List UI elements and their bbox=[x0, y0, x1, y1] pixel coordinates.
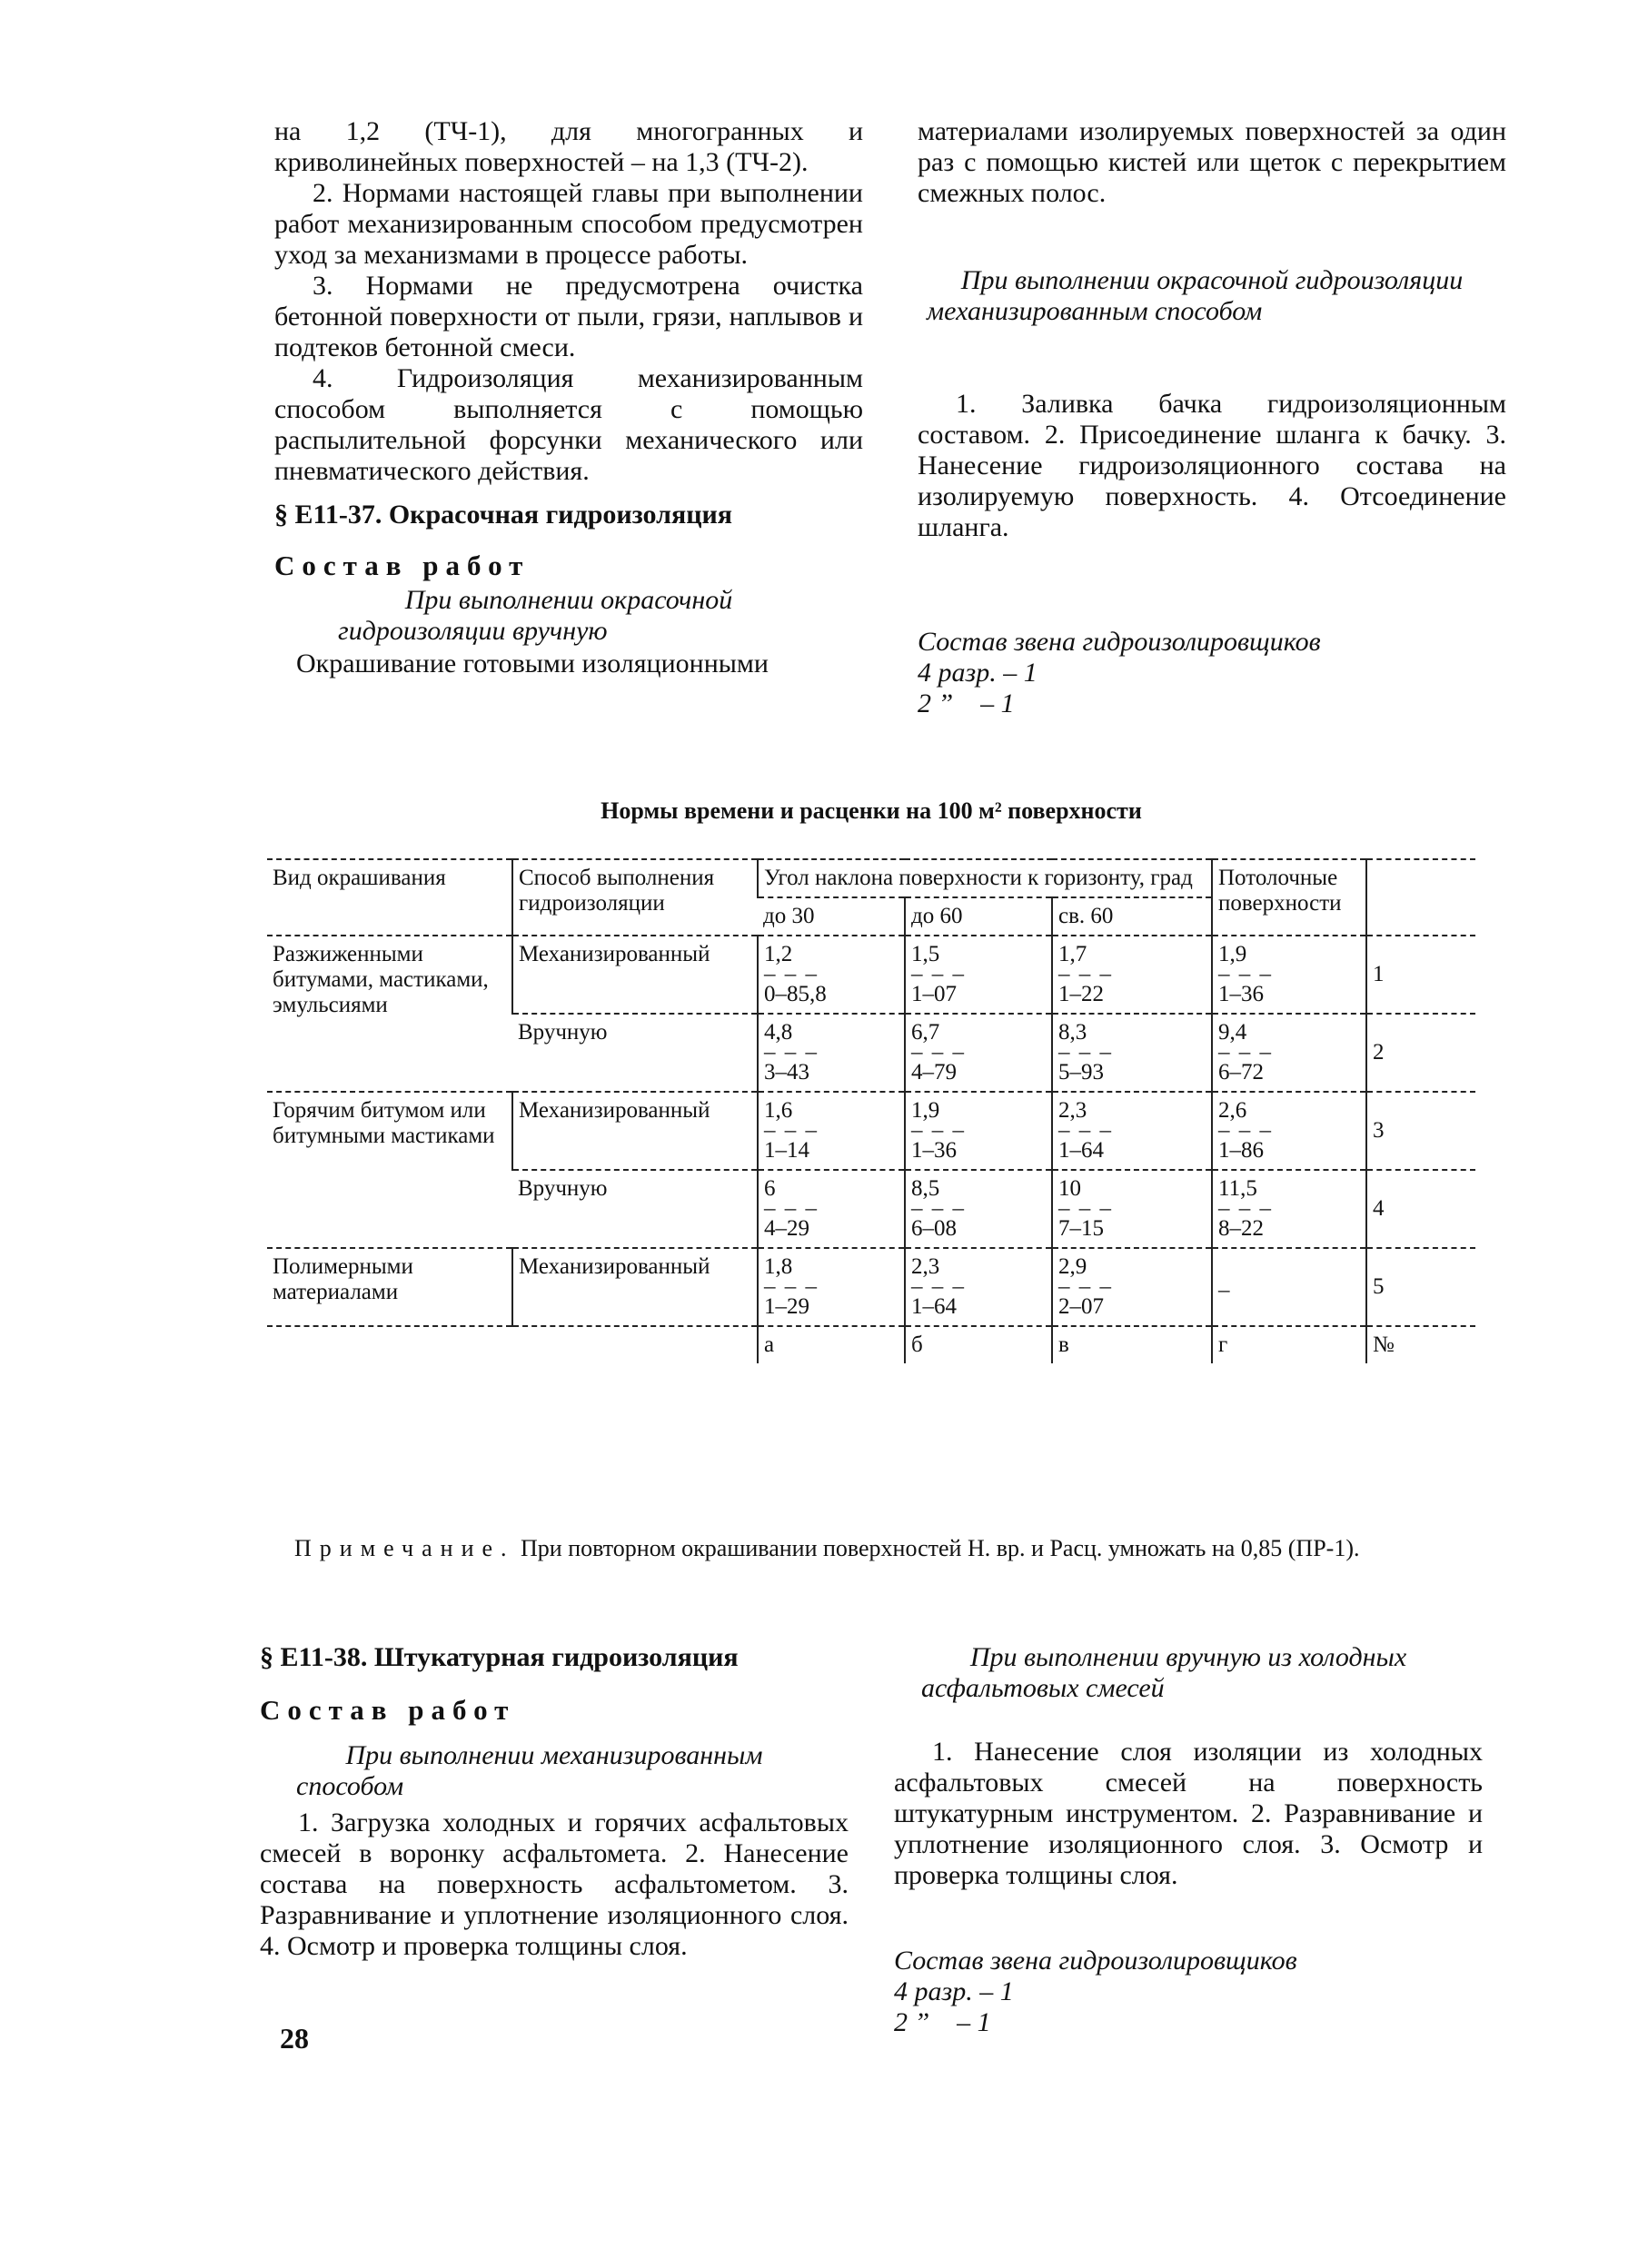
time-norm: 6,7 bbox=[911, 1020, 940, 1045]
finish-type-cell: Полимерными материалами bbox=[267, 1248, 512, 1326]
norm-cell bbox=[905, 1248, 1052, 1326]
time-norm: 8,5 bbox=[911, 1176, 940, 1201]
rate-value: 1–29 bbox=[764, 1294, 809, 1319]
subsection-heading: При выполнении механизированным способом bbox=[296, 1740, 763, 1801]
fraction-bar: – – – bbox=[911, 1274, 966, 1299]
right-column-bottom bbox=[894, 1642, 1483, 2038]
norm-cell bbox=[758, 1170, 905, 1248]
rate-value: 8–22 bbox=[1218, 1216, 1264, 1241]
rate-value: 1–14 bbox=[764, 1138, 809, 1163]
fraction bbox=[764, 1176, 819, 1242]
fraction-bar: – – – bbox=[1058, 1274, 1113, 1299]
subsection-heading: При выполнении вручную из холодных асфальтовых смесей bbox=[921, 1642, 1407, 1703]
norm-cell bbox=[905, 936, 1052, 1014]
norm-cell bbox=[1052, 1170, 1212, 1248]
row-number: 4 bbox=[1366, 1170, 1475, 1248]
fraction-bar: – – – bbox=[764, 1274, 819, 1299]
time-norm: 1,9 bbox=[1218, 942, 1247, 966]
time-norm: 2,3 bbox=[1058, 1098, 1087, 1123]
fraction bbox=[911, 1098, 966, 1164]
norm-cell bbox=[1052, 936, 1212, 1014]
paragraph: 1. Нанесение слоя изоляции из холодных асфальтовых смесей на поверхность штукатурным инструментом. 2. Разравнивание и уплотнение изоляционного слоя. 3. Осмотр и проверка толщины слоя. bbox=[894, 1737, 1483, 1890]
method-cell: Механизированный bbox=[512, 936, 758, 1014]
rate-value: 6–08 bbox=[911, 1216, 957, 1241]
time-norm: 6 bbox=[764, 1176, 776, 1201]
fraction-bar: – – – bbox=[764, 962, 819, 986]
time-norm: 10 bbox=[1058, 1176, 1081, 1201]
fraction bbox=[1058, 942, 1113, 1007]
row-number: 3 bbox=[1366, 1092, 1475, 1170]
rate-value: 1–86 bbox=[1218, 1138, 1264, 1163]
fraction bbox=[764, 1254, 819, 1320]
fraction bbox=[764, 942, 827, 1007]
fraction bbox=[1218, 1098, 1273, 1164]
fraction-bar: – – – bbox=[1218, 1040, 1273, 1065]
table-body bbox=[267, 936, 1475, 1326]
time-norm: 2,3 bbox=[911, 1254, 940, 1279]
paragraph: на 1,2 (ТЧ-1), для многогранных и криволинейных поверхностей – на 1,3 (ТЧ-2). bbox=[274, 116, 863, 177]
crew-line: 2 ” – 1 bbox=[918, 688, 1015, 718]
norm-cell bbox=[905, 1092, 1052, 1170]
time-norm: 1,9 bbox=[911, 1098, 940, 1123]
table-header-row bbox=[267, 859, 1475, 897]
paragraph: материалами изолируемых поверхностей за один раз с помощью кистей или щеток с перекрытием смежных полос. bbox=[918, 116, 1506, 208]
time-norm: 4,8 bbox=[764, 1020, 793, 1045]
finish-type-cell: Разжиженными битумами, мастиками, эмульсиями bbox=[267, 936, 512, 1092]
left-column-top bbox=[274, 116, 863, 679]
method-cell: Механизированный bbox=[512, 1248, 758, 1326]
rate-value: 1–07 bbox=[911, 982, 957, 1006]
norm-cell bbox=[1052, 1014, 1212, 1092]
time-norm: 2,6 bbox=[1218, 1098, 1247, 1123]
fraction bbox=[911, 1176, 966, 1242]
time-norm: 2,9 bbox=[1058, 1254, 1087, 1279]
time-norm: 1,5 bbox=[911, 942, 940, 966]
header-cell: Вид окрашивания bbox=[267, 859, 512, 936]
fraction bbox=[911, 942, 966, 1007]
crew-line: 4 разр. – 1 bbox=[918, 658, 1037, 688]
time-norm: 1,8 bbox=[764, 1254, 793, 1279]
fraction-bar: – – – bbox=[1058, 1118, 1113, 1143]
norm-cell bbox=[758, 936, 905, 1014]
column-letter: г bbox=[1212, 1326, 1366, 1363]
fraction-bar: – – – bbox=[911, 962, 966, 986]
header-cell: Угол наклона поверхности к горизонту, град bbox=[758, 859, 1212, 897]
rate-value: 1–64 bbox=[911, 1294, 957, 1319]
note-label: Примечание. bbox=[294, 1535, 515, 1561]
norm-cell bbox=[758, 1092, 905, 1170]
fraction-bar: – – – bbox=[764, 1040, 819, 1065]
fraction bbox=[764, 1020, 819, 1085]
paragraph: 4. Гидроизоляция механизированным способом выполняется с помощью распылительной форсунки механического или пневматического действия. bbox=[274, 363, 863, 486]
norm-cell bbox=[1052, 1092, 1212, 1170]
norm-cell bbox=[905, 1170, 1052, 1248]
norms-table bbox=[267, 858, 1475, 1363]
fraction-bar: – – – bbox=[911, 1118, 966, 1143]
method-cell: Вручную bbox=[512, 1170, 758, 1248]
rate-value: 2–07 bbox=[1058, 1294, 1104, 1319]
row-number: 5 bbox=[1366, 1248, 1475, 1326]
table-title: Нормы времени и расценки на 100 м² поверхности bbox=[601, 797, 1142, 824]
column-letter: б bbox=[905, 1326, 1052, 1363]
fraction bbox=[911, 1020, 966, 1085]
rate-value: 1–36 bbox=[1218, 982, 1264, 1006]
rate-value: 4–79 bbox=[911, 1060, 957, 1084]
header-cell: до 60 bbox=[905, 897, 1052, 936]
fraction-bar: – – – bbox=[1058, 962, 1113, 986]
row-number: 2 bbox=[1366, 1014, 1475, 1092]
fraction-bar: – – – bbox=[911, 1040, 966, 1065]
rate-value: 0–85,8 bbox=[764, 982, 827, 1006]
fraction-bar: – – – bbox=[1058, 1196, 1113, 1221]
header-cell: Способ выполнения гидроизоляции bbox=[512, 859, 758, 936]
method-cell: Вручную bbox=[512, 1014, 758, 1092]
section-title: § Е11-37. Окрасочная гидроизоляция bbox=[274, 500, 733, 530]
fraction-bar: – – – bbox=[911, 1196, 966, 1221]
fraction-bar: – – – bbox=[764, 1196, 819, 1221]
table-row bbox=[267, 1092, 1475, 1170]
fraction-bar: – – – bbox=[764, 1118, 819, 1143]
rate-value: 3–43 bbox=[764, 1060, 809, 1084]
fraction bbox=[1058, 1098, 1113, 1164]
norm-cell bbox=[1212, 1014, 1366, 1092]
norm-cell bbox=[905, 1014, 1052, 1092]
fraction bbox=[1218, 1020, 1273, 1085]
crew-line: 4 разр. – 1 bbox=[894, 1976, 1014, 2006]
empty-cell bbox=[267, 1326, 512, 1363]
norm-cell bbox=[758, 1248, 905, 1326]
table-note bbox=[294, 1535, 1484, 1562]
time-norm: 1,7 bbox=[1058, 942, 1087, 966]
time-norm: 1,2 bbox=[764, 942, 793, 966]
fraction bbox=[1218, 942, 1273, 1007]
norm-cell bbox=[758, 1014, 905, 1092]
table-row bbox=[267, 936, 1475, 1014]
header-cell: до 30 bbox=[758, 897, 905, 936]
finish-type-cell: Горячим битумом или битумными мастиками bbox=[267, 1092, 512, 1248]
rate-value: 1–36 bbox=[911, 1138, 957, 1163]
table-row bbox=[267, 1248, 1475, 1326]
fraction-bar: – – – bbox=[1218, 1118, 1273, 1143]
time-norm: 8,3 bbox=[1058, 1020, 1087, 1045]
empty-cell bbox=[512, 1326, 758, 1363]
rate-value: 7–15 bbox=[1058, 1216, 1104, 1241]
fraction-bar: – – – bbox=[1218, 1196, 1273, 1221]
crew-heading: Состав звена гидроизолировщиков bbox=[918, 627, 1321, 657]
norm-cell bbox=[1212, 936, 1366, 1014]
crew-line: 2 ” – 1 bbox=[894, 2007, 991, 2037]
paragraph: 2. Нормами настоящей главы при выполнении работ механизированным способом предусмотрен уход за механизмами в процессе работы. bbox=[274, 178, 863, 270]
paragraph: 1. Заливка бачка гидроизоляционным составом. 2. Присоединение шланга к бачку. 3. Нанесение гидроизоляционного состава на изолируемую поверхность. 4. Отсоединение шланга. bbox=[918, 389, 1506, 542]
column-letter: а bbox=[758, 1326, 905, 1363]
paragraph: Окрашивание готовыми изоляционными bbox=[296, 649, 769, 678]
column-letter: № bbox=[1366, 1326, 1475, 1363]
left-column-bottom bbox=[260, 1642, 849, 1962]
header-cell: Потолочные поверхности bbox=[1212, 859, 1366, 936]
composition-heading: Состав работ bbox=[274, 550, 531, 581]
norm-cell bbox=[1212, 1170, 1366, 1248]
row-number: 1 bbox=[1366, 936, 1475, 1014]
time-norm: 11,5 bbox=[1218, 1176, 1257, 1201]
rate-value: 5–93 bbox=[1058, 1060, 1104, 1084]
fraction bbox=[911, 1254, 966, 1320]
column-letter: в bbox=[1052, 1326, 1212, 1363]
method-cell: Механизированный bbox=[512, 1092, 758, 1170]
right-column-top bbox=[918, 116, 1506, 719]
paragraph: 3. Нормами не предусмотрена очистка бетонной поверхности от пыли, грязи, наплывов и подтеков бетонной смеси. bbox=[274, 271, 863, 362]
fraction bbox=[1058, 1020, 1113, 1085]
fraction-bar: – – – bbox=[1218, 962, 1273, 986]
time-norm: 9,4 bbox=[1218, 1020, 1247, 1045]
paragraph: 1. Загрузка холодных и горячих асфальтовых смесей в воронку асфальтомета. 2. Нанесение состава на поверхность асфальтометом. 3. Разравнивание и уплотнение изоляционного слоя. 4. Осмотр и проверка толщины слоя. bbox=[260, 1807, 849, 1961]
rate-value: 1–22 bbox=[1058, 982, 1104, 1006]
crew-heading: Состав звена гидроизолировщиков bbox=[894, 1946, 1297, 1976]
rate-value: 4–29 bbox=[764, 1216, 809, 1241]
subsection-heading: При выполнении окрасочной гидроизоляции механизированным способом bbox=[927, 265, 1464, 326]
norm-cell bbox=[1052, 1248, 1212, 1326]
header-cell: св. 60 bbox=[1052, 897, 1212, 936]
rate-value: 1–64 bbox=[1058, 1138, 1104, 1163]
cell-value: – bbox=[1218, 1278, 1230, 1302]
header-cell-empty bbox=[1366, 859, 1475, 936]
column-letters-row bbox=[267, 1326, 1475, 1363]
fraction bbox=[1058, 1254, 1113, 1320]
composition-heading: Состав работ bbox=[260, 1694, 516, 1726]
fraction bbox=[1058, 1176, 1113, 1242]
fraction bbox=[764, 1098, 819, 1164]
fraction bbox=[1218, 1176, 1273, 1242]
norm-cell bbox=[1212, 1248, 1366, 1326]
subsection-heading: При выполнении окрасочной гидроизоляции вручную bbox=[338, 585, 733, 646]
norm-cell bbox=[1212, 1092, 1366, 1170]
fraction-bar: – – – bbox=[1058, 1040, 1113, 1065]
page-number: 28 bbox=[280, 2022, 309, 2055]
rate-value: 6–72 bbox=[1218, 1060, 1264, 1084]
section-title: § Е11-38. Штукатурная гидроизоляция bbox=[260, 1642, 739, 1672]
time-norm: 1,6 bbox=[764, 1098, 793, 1123]
note-text: При повторном окрашивании поверхностей Н. вр. и Расц. умножать на 0,85 (ПР-1). bbox=[521, 1535, 1360, 1561]
